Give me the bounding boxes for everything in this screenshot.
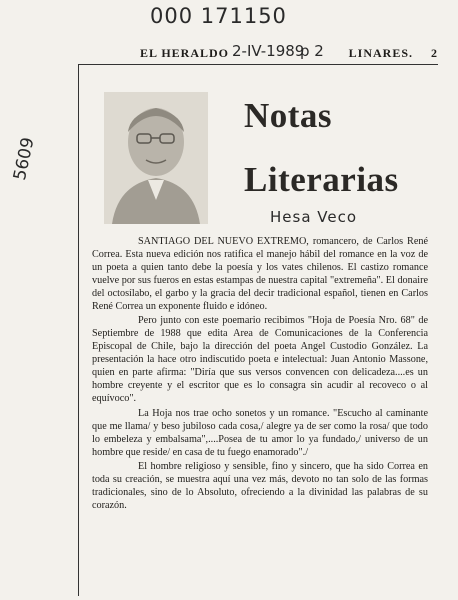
article-body <box>92 236 428 513</box>
article-title: Notas <box>244 96 333 135</box>
column-rule-left <box>78 64 79 596</box>
newspaper-city: LINARES. <box>348 46 413 60</box>
archive-number-stamp: 000 171150 <box>150 4 287 28</box>
author-portrait <box>104 92 208 224</box>
portrait-photo <box>104 92 208 224</box>
article-paragraph: SANTIAGO DEL NUEVO EXTREMO, romancero, de Carlos René Correa. Esta nueva edición nos ratifica el manejo hábil del romance en la voz de un poeta a quien tanto debe la poesía y los vates chilenos. El castizo romance vuelve por sus fueros en estas estampas de nuestra capital "extremeña". El donaire del octosílabo, el garbo y la gracia del decir tradicional español, tienen en Carlos René Correa un exponente fluido e idóneo. <box>92 236 428 312</box>
handwritten-page: p 2 <box>300 42 324 60</box>
article-title-continued: Literarias <box>244 160 399 199</box>
article-paragraph: El hombre religioso y sensible, fino y sincero, que ha sido Correa en toda su creación, se muestra aquí una vez más, devoto no tan solo de las formas tradicionales, sino de lo Absoluto, ofreciendo a la divinidad las palabras de su corazón. <box>92 461 428 512</box>
newspaper-name: EL HERALDO <box>140 46 230 60</box>
page-number: 2 <box>431 46 438 60</box>
handwritten-side-number: 5609 <box>10 135 39 183</box>
handwritten-author-name: Hesa Veco <box>270 208 358 226</box>
article-paragraph: La Hoja nos trae ocho sonetos y un romance. "Escucho al caminante que me llama/ y beso jubiloso cada cosa,/ alegre ya de ser como la rosa/ que todo lo embeleza y embalsama",....Posea de tu amor lo ya fundado,/ universo de un hombre que reside/ en casa de tu fuego enamorado"./ <box>92 407 428 458</box>
column-rule-top <box>78 64 438 65</box>
handwritten-date: 2-IV-1989 <box>232 42 305 60</box>
article-paragraph: Pero junto con este poemario recibimos "Hoja de Poesía Nro. 68" de Septiembre de 1988 que edita Area de Comunicaciones de la Conferencia Episcopal de Chile, bajo la dirección del poeta Angel Custodio González. La presentación la hace otro indiscutido poeta e intelectual: Juan Antonio Massone, quien en parte afirma: "Diría que sus versos convencen con delicadeza....es un hombre creyente y el escritor que es lo consagra sin acudir al recoveco o al equívoco". <box>92 315 428 404</box>
